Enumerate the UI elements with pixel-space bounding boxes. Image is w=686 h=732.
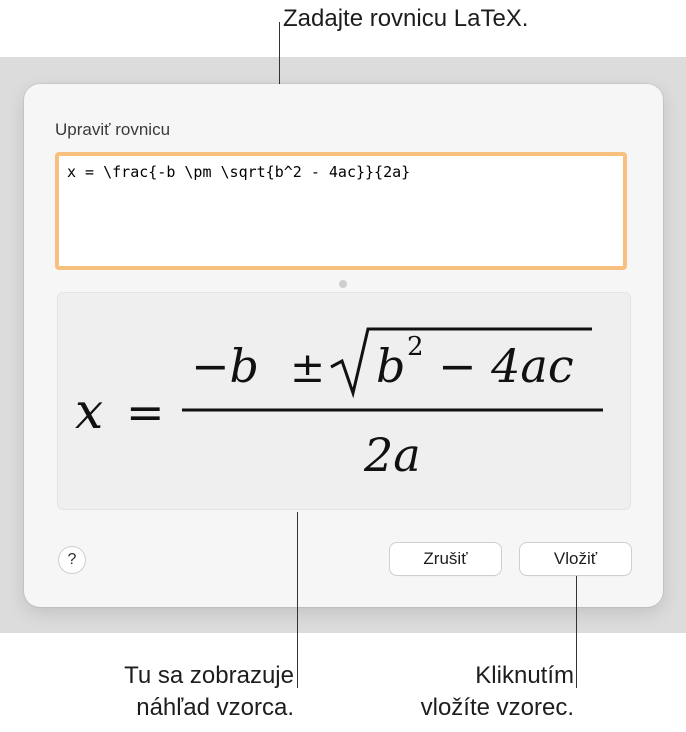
equation-preview [57,292,631,510]
preview-plus-minus: ± [290,343,326,392]
dialog-label: Upraviť rovnicu [55,120,171,139]
leader-line-preview [297,512,298,688]
preview-exponent: 2 [407,332,424,362]
leader-line-insert [576,576,577,688]
callout-insert: Kliknutím vložíte vzorec. [420,662,574,721]
preview-equals: = [126,385,165,439]
preview-denominator: 2a [364,428,421,482]
preview-radicand-b: b [376,339,406,393]
resize-handle[interactable] [339,280,347,288]
preview-formula [58,293,632,511]
equation-input[interactable] [55,152,627,270]
cancel-button[interactable]: Zrušiť [390,543,501,575]
edit-equation-dialog [24,84,663,607]
callout-preview: Tu sa zobrazuje náhľad vzorca. [124,662,294,721]
preview-radicand-rest: − 4ac [438,339,574,393]
callout-enter-latex: Zadajte rovnicu LaTeX. [283,5,529,32]
preview-lhs: x [75,382,104,440]
insert-button[interactable]: Vložiť [520,543,631,575]
preview-numerator-minus-b: −b [191,339,259,393]
help-button[interactable]: ? [59,547,85,573]
